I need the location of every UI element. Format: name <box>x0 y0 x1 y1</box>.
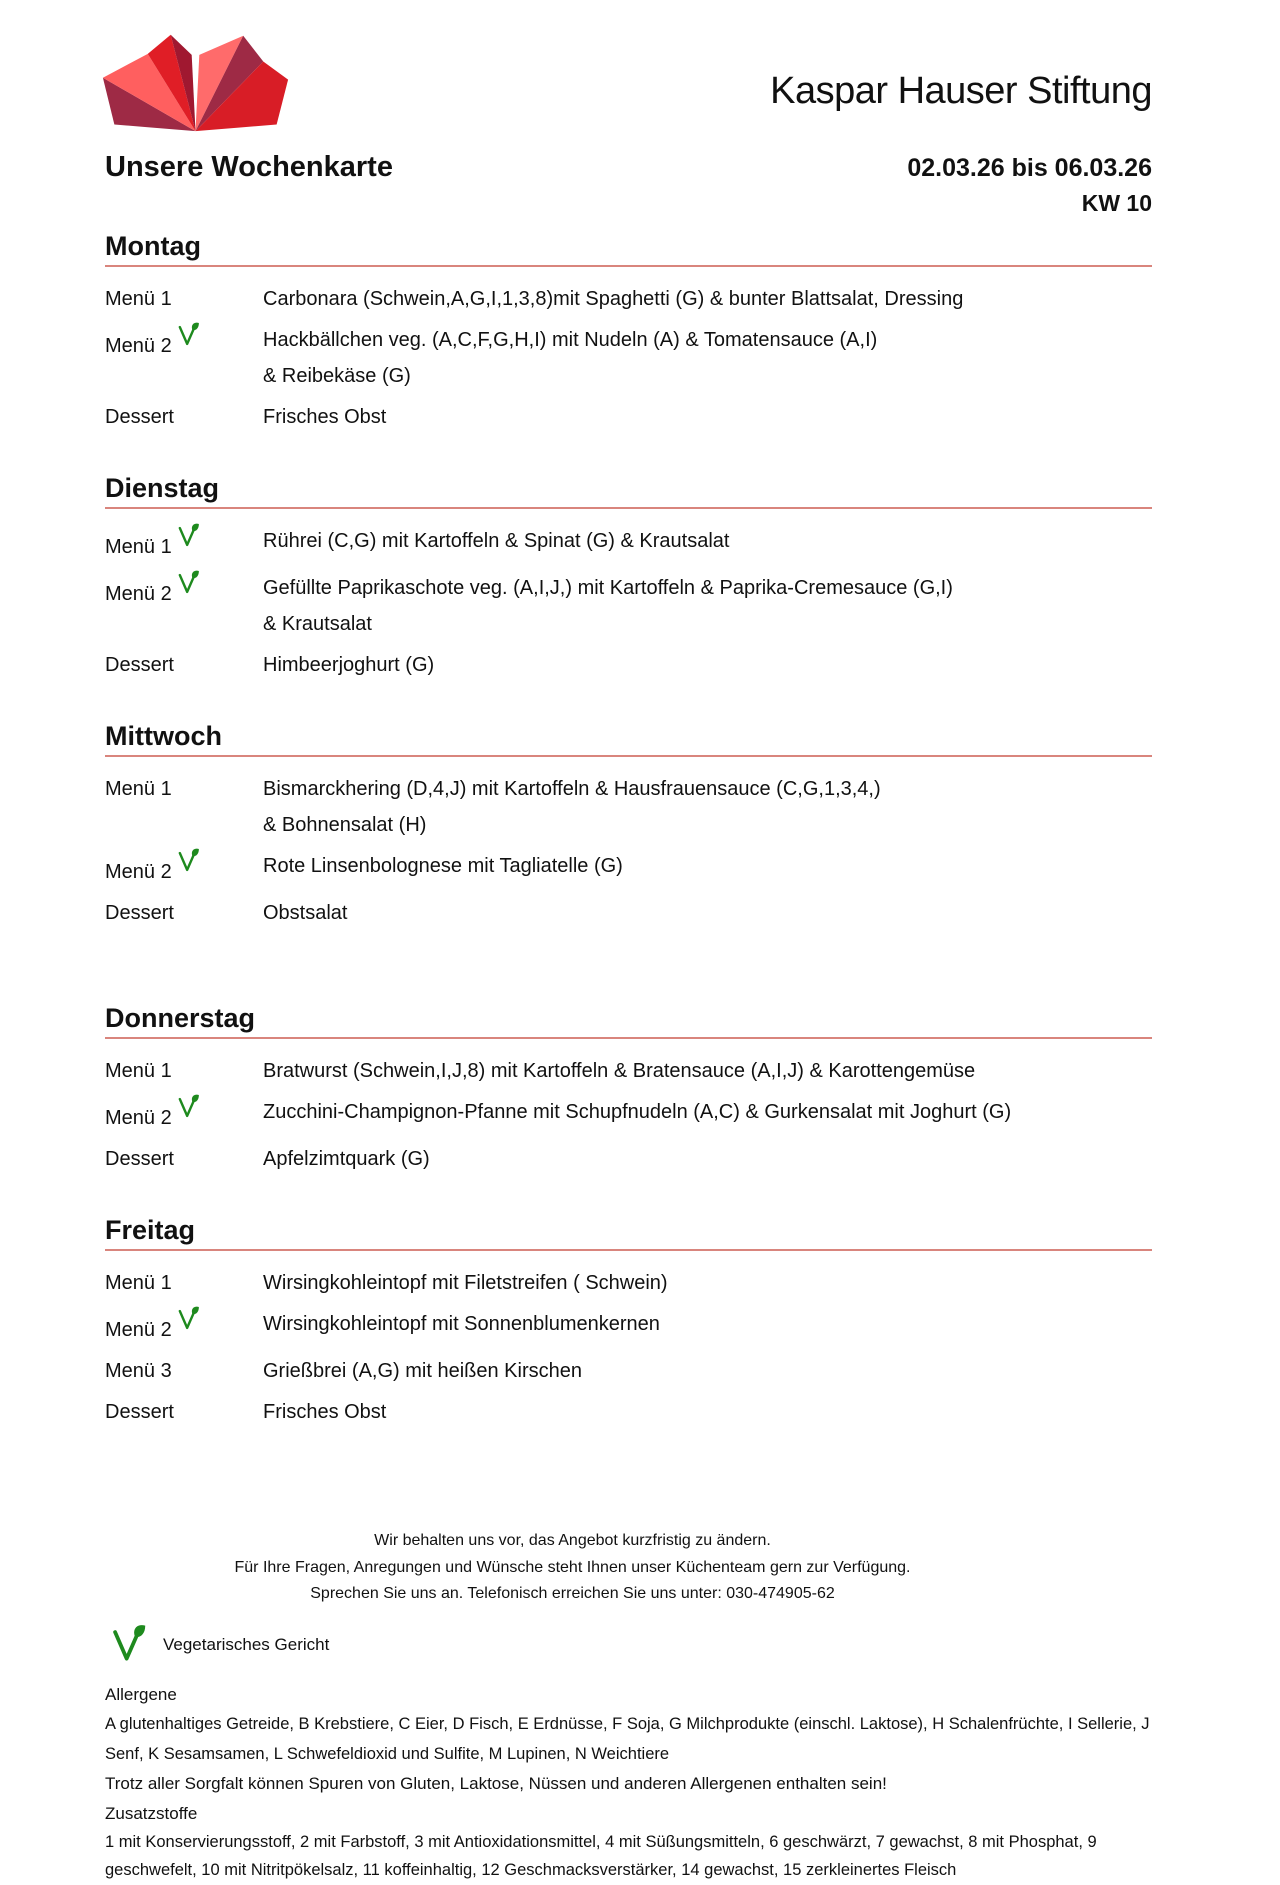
day-section-montag <box>105 231 1152 435</box>
menu-line: & Krautsalat <box>263 613 372 635</box>
menu-label-text: Menü 1 <box>105 778 172 800</box>
menu-label-text: Dessert <box>105 1148 174 1170</box>
menu-row <box>105 322 1152 394</box>
menu-row-label <box>105 647 263 683</box>
allergens-note: Trotz aller Sorgfalt können Spuren von Gluten, Laktose, Nüssen und anderen Allergenen enthalten sein! <box>105 1773 887 1793</box>
menu-row <box>105 771 1152 843</box>
menu-row-description <box>263 1306 1152 1348</box>
menu-line: Rührei (C,G) mit Kartoffeln & Spinat (G) & Krautsalat <box>263 530 730 552</box>
menu-row-label <box>105 1306 263 1348</box>
title-row <box>105 151 1152 184</box>
menu-row-description <box>263 1053 1152 1089</box>
footer-note: Wir behalten uns vor, das Angebot kurzfristig zu ändern. <box>374 1532 771 1549</box>
menu-row <box>105 647 1152 683</box>
menu-row-label <box>105 1053 263 1089</box>
calendar-week: KW 10 <box>1081 190 1152 216</box>
menu-row-label <box>105 399 263 435</box>
day-section-donnerstag <box>105 1003 1152 1177</box>
menu-row-description <box>263 1353 1152 1389</box>
menu-row <box>105 1141 1152 1177</box>
menu-row-label <box>105 1094 263 1136</box>
menu-row <box>105 895 1152 931</box>
menu-line: Grießbrei (A,G) mit heißen Kirschen <box>263 1360 582 1382</box>
menu-line: Rote Linsenbolognese mit Tagliatelle (G) <box>263 855 623 877</box>
vegetarian-icon <box>176 1306 200 1330</box>
date-range: 02.03.26 bis 06.03.26 <box>907 154 1152 182</box>
page-footer <box>105 1528 1152 1885</box>
menu-row <box>105 1353 1152 1389</box>
menu-row-description <box>263 281 1152 317</box>
day-heading: Mittwoch <box>105 721 1152 757</box>
menu-days <box>105 231 1152 1430</box>
menu-row-description <box>263 647 1152 683</box>
menu-row-label <box>105 570 263 642</box>
menu-row-description <box>263 848 1152 890</box>
menu-label-text: Menü 2 <box>105 1319 172 1341</box>
footer-note: Sprechen Sie uns an. Telefonisch erreichen Sie uns unter: 030-474905-62 <box>310 1585 835 1602</box>
menu-row <box>105 399 1152 435</box>
menu-row-label <box>105 281 263 317</box>
day-section-freitag <box>105 1215 1152 1430</box>
menu-row-description <box>263 895 1152 931</box>
vegetarian-legend-icon-slot <box>105 1624 147 1667</box>
day-heading: Montag <box>105 231 1152 267</box>
menu-line: Frisches Obst <box>263 406 387 428</box>
additives-title: Zusatzstoffe <box>105 1803 198 1823</box>
menu-line: & Reibekäse (G) <box>263 365 411 387</box>
menu-label-text: Menü 2 <box>105 335 172 357</box>
menu-row-label <box>105 1141 263 1177</box>
menu-line: Carbonara (Schwein,A,G,I,1,3,8)mit Spaghetti (G) & bunter Blattsalat, Dressing <box>263 288 964 310</box>
vegetarian-icon <box>176 322 200 346</box>
menu-row-description <box>263 1094 1152 1136</box>
day-section-mittwoch <box>105 721 1152 931</box>
menu-label-text: Dessert <box>105 902 174 924</box>
page-header <box>105 30 1152 135</box>
menu-row <box>105 281 1152 317</box>
menu-row-label <box>105 523 263 565</box>
menu-row <box>105 523 1152 565</box>
menu-line: Gefüllte Paprikaschote veg. (A,I,J,) mit Kartoffeln & Paprika-Cremesauce (G,I) <box>263 577 953 599</box>
menu-row <box>105 1265 1152 1301</box>
vegetarian-icon <box>176 1094 200 1118</box>
menu-row-label <box>105 322 263 394</box>
menu-label-text: Menü 2 <box>105 861 172 883</box>
menu-line: Bratwurst (Schwein,I,J,8) mit Kartoffeln & Bratensauce (A,I,J) & Karottengemüse <box>263 1060 976 1082</box>
menu-label-text: Menü 1 <box>105 1272 172 1294</box>
menu-label-text: Menü 1 <box>105 1060 172 1082</box>
menu-row <box>105 1053 1152 1089</box>
menu-line: & Bohnensalat (H) <box>263 814 427 836</box>
menu-line: Wirsingkohleintopf mit Filetstreifen ( Schwein) <box>263 1272 668 1294</box>
day-heading: Dienstag <box>105 473 1152 509</box>
menu-label-text: Dessert <box>105 654 174 676</box>
vegetarian-icon <box>176 848 200 872</box>
menu-row-description <box>263 523 1152 565</box>
menu-label-text: Dessert <box>105 1401 174 1423</box>
menu-row <box>105 1394 1152 1430</box>
footer-note: Für Ihre Fragen, Anregungen und Wünsche steht Ihnen unser Küchenteam gern zur Verfügung. <box>234 1558 911 1576</box>
menu-row-label <box>105 1353 263 1389</box>
menu-line: Hackbällchen veg. (A,C,F,G,H,I) mit Nudeln (A) & Tomatensauce (A,I) <box>263 329 878 351</box>
day-heading: Donnerstag <box>105 1003 1152 1039</box>
vegetarian-icon <box>109 1624 147 1662</box>
page-title: Unsere Wochenkarte <box>105 151 393 183</box>
menu-label-text: Menü 1 <box>105 288 172 310</box>
menu-label-text: Menü 2 <box>105 1107 172 1129</box>
day-section-dienstag <box>105 473 1152 683</box>
menu-label-text: Dessert <box>105 406 174 428</box>
menu-line: Himbeerjoghurt (G) <box>263 654 435 676</box>
vegetarian-icon <box>176 523 200 547</box>
menu-row-label <box>105 848 263 890</box>
menu-row-label <box>105 1265 263 1301</box>
organization-name: Kaspar Hauser Stiftung <box>770 70 1152 112</box>
menu-row <box>105 570 1152 642</box>
menu-label-text: Menü 2 <box>105 583 172 605</box>
menu-row-description <box>263 771 1152 843</box>
menu-row-description <box>263 322 1152 394</box>
menu-row-description <box>263 1265 1152 1301</box>
menu-row-label <box>105 895 263 931</box>
menu-row-description <box>263 1394 1152 1430</box>
day-heading: Freitag <box>105 1215 1152 1251</box>
menu-label-text: Menü 3 <box>105 1360 172 1382</box>
menu-line: Wirsingkohleintopf mit Sonnenblumenkernen <box>263 1313 660 1335</box>
vegetarian-icon <box>176 570 200 594</box>
allergens-title: Allergene <box>105 1684 177 1704</box>
menu-line: Bismarckhering (D,4,J) mit Kartoffeln & Hausfrauensauce (C,G,1,3,4,) <box>263 778 881 800</box>
red-fan-logo-icon <box>93 30 298 135</box>
menu-line: Obstsalat <box>263 902 348 924</box>
allergens-text: A glutenhaltiges Getreide, B Krebstiere, C Eier, D Fisch, E Erdnüsse, F Soja, G Milchprodukte (einschl. Laktose), H Schalenfrüchte, I Sellerie, J Senf, K Sesamsamen, L Schwefeldioxid und Sulfite, M Lupinen, N Weichtiere <box>105 1714 1150 1763</box>
menu-label-text: Menü 1 <box>105 536 172 558</box>
menu-line: Apfelzimtquark (G) <box>263 1148 430 1170</box>
menu-row <box>105 1306 1152 1348</box>
menu-row-description <box>263 1141 1152 1177</box>
additives-text: 1 mit Konservierungsstoff, 2 mit Farbstoff, 3 mit Antioxidationsmittel, 4 mit Süßungsmitteln, 6 geschwärzt, 7 gewachst, 8 mit Phosphat, 9 geschwefelt, 10 mit Nitritpökelsalz, 11 koffeinhaltig, 12 Geschmacksverstärker, 14 gewachst, 15 zerkleinertes Fleisch <box>105 1832 1097 1879</box>
menu-row-description <box>263 570 1152 642</box>
menu-row-label <box>105 771 263 843</box>
footer-notes <box>105 1528 1040 1608</box>
menu-row-description <box>263 399 1152 435</box>
menu-line: Frisches Obst <box>263 1401 387 1423</box>
menu-row <box>105 1094 1152 1136</box>
menu-line: Zucchini-Champignon-Pfanne mit Schupfnudeln (A,C) & Gurkensalat mit Joghurt (G) <box>263 1101 1012 1123</box>
menu-row-label <box>105 1394 263 1430</box>
vegetarian-legend-label: Vegetarisches Gericht <box>163 1635 330 1654</box>
menu-row <box>105 848 1152 890</box>
vegetarian-legend <box>105 1624 1152 1667</box>
